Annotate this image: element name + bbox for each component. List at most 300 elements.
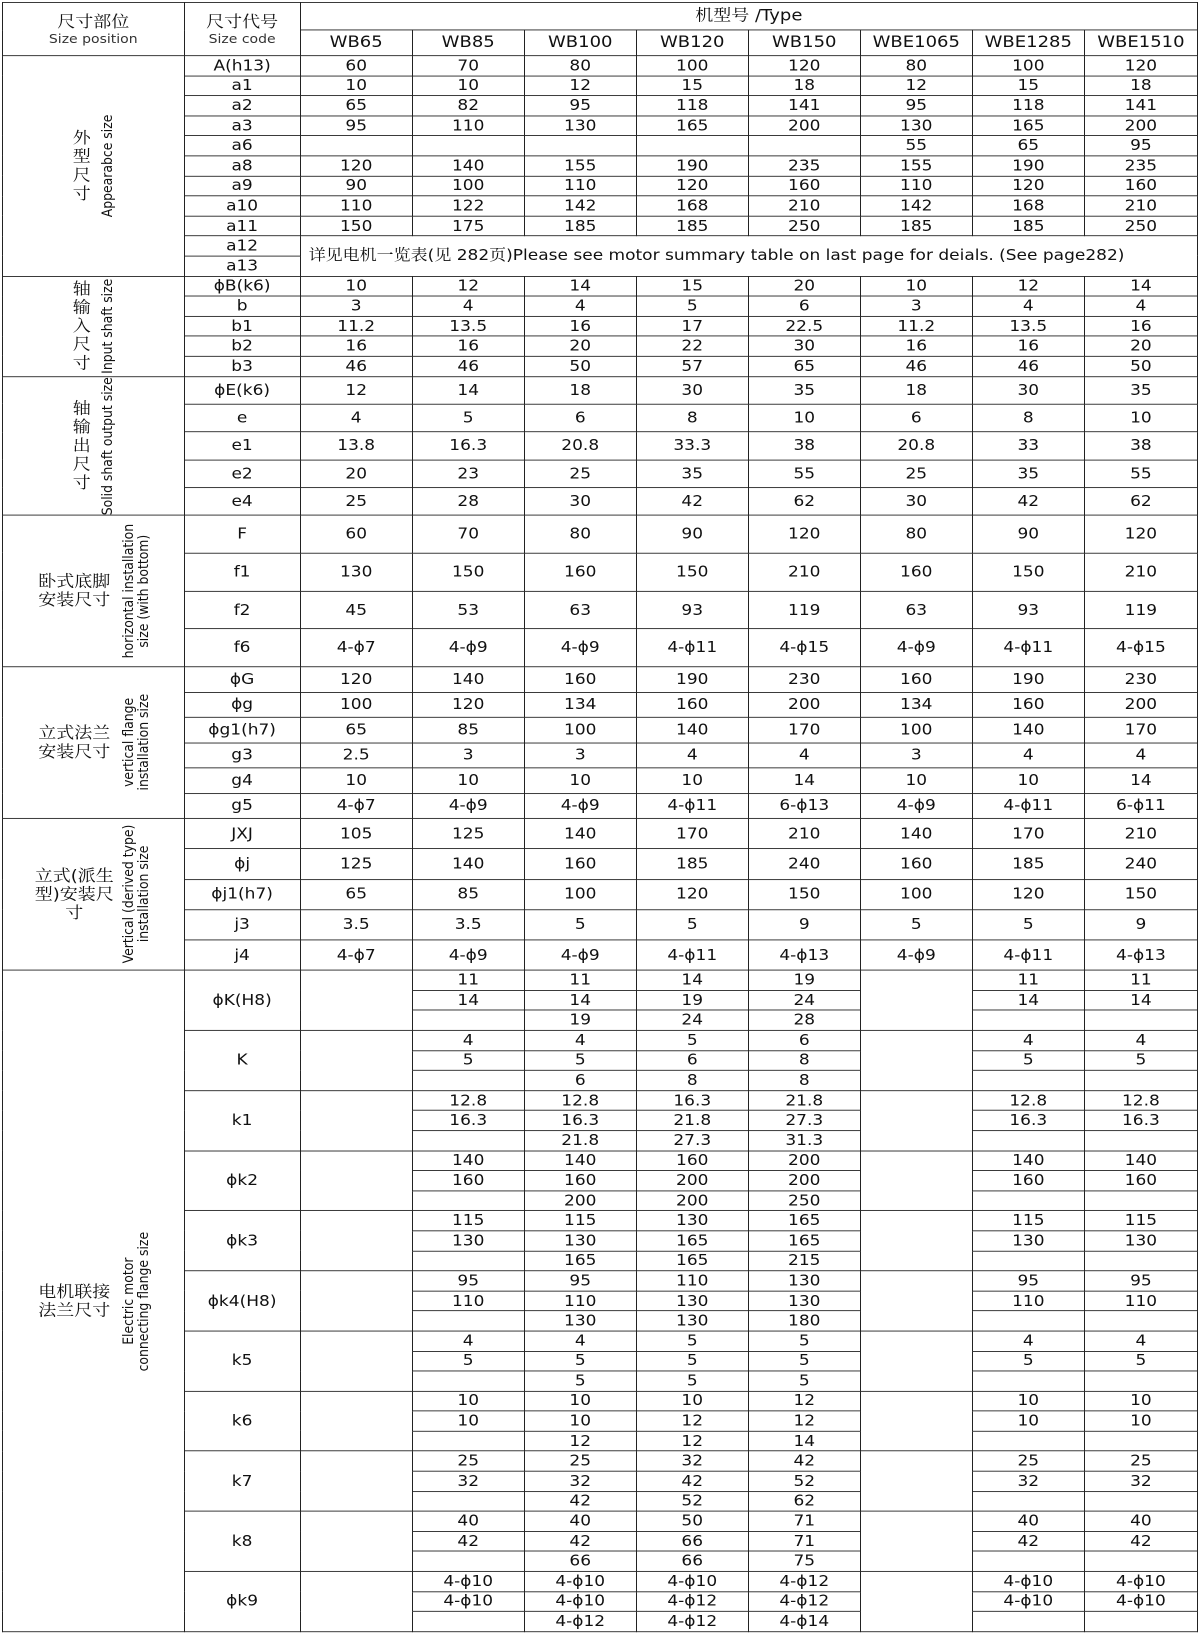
cell-wb85: 25 — [412, 1451, 524, 1471]
cell-wbe1065 — [860, 1211, 972, 1231]
cell-wb65: 4 — [300, 404, 412, 432]
cell-wbe1510 — [1084, 1612, 1197, 1632]
size-code-jxj: JXJ — [184, 819, 300, 849]
size-code-b: b — [184, 296, 300, 316]
cell-wbe1065 — [860, 1171, 972, 1191]
group-5-position-cell — [3, 667, 185, 819]
cell-wbe1510: 4 — [1084, 743, 1197, 768]
size-code-header — [184, 2, 300, 55]
cell-wbe1510: 210 — [1084, 553, 1197, 591]
cell-wb65 — [300, 1471, 412, 1491]
cell-wb85: 85 — [412, 879, 524, 909]
cell-wb100: 95 — [524, 96, 636, 116]
cell-wb150: 250 — [748, 216, 860, 236]
size-code-g3: g3 — [184, 743, 300, 768]
cell-wb65 — [300, 990, 412, 1010]
size-code-e2: e2 — [184, 460, 300, 488]
cell-wbe1510 — [1084, 1311, 1197, 1331]
cell-wb150: 4-ϕ12 — [748, 1571, 860, 1591]
cell-wb85: 120 — [412, 692, 524, 717]
cell-wbe1510: 250 — [1084, 216, 1197, 236]
cell-wb150: 5 — [748, 1371, 860, 1391]
cell-wb85: 10 — [412, 1391, 524, 1411]
cell-wb100: 140 — [524, 1151, 636, 1171]
cell-wb150: 130 — [748, 1271, 860, 1291]
cell-wb120: 4-ϕ10 — [636, 1571, 748, 1591]
cell-wbe1285: 30 — [972, 376, 1084, 404]
cell-wbe1285: 12 — [972, 276, 1084, 296]
cell-wbe1510: 4-ϕ10 — [1084, 1571, 1197, 1591]
cell-wb120: 30 — [636, 376, 748, 404]
cell-wb85: 4 — [412, 1331, 524, 1351]
size-code-en: Size code — [208, 31, 276, 46]
cell-wb120: 160 — [636, 1151, 748, 1171]
cell-wb65: 10 — [300, 276, 412, 296]
cell-wb65: 65 — [300, 717, 412, 742]
cell-wb65 — [300, 1491, 412, 1511]
cell-wbe1510: 240 — [1084, 849, 1197, 879]
cell-wb150: 6-ϕ13 — [748, 793, 860, 818]
cell-wb100: 20 — [524, 336, 636, 356]
cell-wbe1065: 160 — [860, 849, 972, 879]
cell-wb85 — [412, 1371, 524, 1391]
size-code-a10: a10 — [184, 196, 300, 216]
cell-wb85: 14 — [412, 376, 524, 404]
cell-wbe1065: 16 — [860, 336, 972, 356]
cell-wb120: 5 — [636, 910, 748, 940]
cell-wb100: 14 — [524, 990, 636, 1010]
cell-wb120: 15 — [636, 76, 748, 96]
cell-wb85: 130 — [412, 1231, 524, 1251]
cell-wb65 — [300, 1271, 412, 1291]
cell-wbe1065: 46 — [860, 356, 972, 376]
cell-wb85: 70 — [412, 56, 524, 76]
cell-wb85: 53 — [412, 591, 524, 629]
cell-wb65 — [300, 1171, 412, 1191]
cell-wb150: 4-ϕ12 — [748, 1591, 860, 1611]
cell-wbe1285: 90 — [972, 515, 1084, 553]
cell-wbe1510: 40 — [1084, 1511, 1197, 1531]
cell-wbe1285: 160 — [972, 1171, 1084, 1191]
cell-wb150: 200 — [748, 1151, 860, 1171]
cell-wbe1285: 35 — [972, 460, 1084, 488]
cell-wbe1510: 230 — [1084, 667, 1197, 692]
group-2-position-cell — [3, 276, 185, 376]
cell-wbe1285: 4-ϕ11 — [972, 629, 1084, 667]
cell-wbe1510: 12.8 — [1084, 1091, 1197, 1111]
cell-wbe1065 — [860, 1311, 972, 1331]
size-code-b3: b3 — [184, 356, 300, 376]
group-4-label-en: horizontal installation size (with bottom) — [120, 523, 152, 659]
cell-wb100: 5 — [524, 910, 636, 940]
cell-wbe1065 — [860, 1491, 972, 1511]
cell-wb65: 60 — [300, 56, 412, 76]
cell-wb85: 100 — [412, 176, 524, 196]
cell-wb120: 33.3 — [636, 432, 748, 460]
cell-wbe1065: 25 — [860, 460, 972, 488]
cell-wb100: 20.8 — [524, 432, 636, 460]
cell-wb85: 150 — [412, 553, 524, 591]
cell-wbe1510 — [1084, 1491, 1197, 1511]
cell-wb65 — [300, 1311, 412, 1331]
cell-wb120: 118 — [636, 96, 748, 116]
cell-wb85: 4-ϕ10 — [412, 1571, 524, 1591]
cell-wb120: 35 — [636, 460, 748, 488]
cell-wbe1065 — [860, 1010, 972, 1030]
cell-wbe1285: 115 — [972, 1211, 1084, 1231]
cell-wb85: 5 — [412, 404, 524, 432]
cell-wb120: 165 — [636, 1251, 748, 1271]
cell-wb100: 4-ϕ10 — [524, 1591, 636, 1611]
cell-wb120: 120 — [636, 879, 748, 909]
cell-wb100: 110 — [524, 176, 636, 196]
cell-wbe1285: 120 — [972, 176, 1084, 196]
cell-wb150: 65 — [748, 356, 860, 376]
group-5-label-zh: 立式法兰安装尺寸 — [38, 724, 111, 762]
cell-wbe1510: 14 — [1084, 990, 1197, 1010]
cell-wb120: 4-ϕ11 — [636, 629, 748, 667]
cell-wb100: 25 — [524, 1451, 636, 1471]
cell-wb65 — [300, 1571, 412, 1591]
cell-wbe1285 — [972, 1491, 1084, 1511]
cell-wb65 — [300, 1030, 412, 1050]
cell-wb120: 150 — [636, 553, 748, 591]
cell-wbe1065: 142 — [860, 196, 972, 216]
cell-wb85: 115 — [412, 1211, 524, 1231]
cell-wb85: 10 — [412, 76, 524, 96]
cell-wbe1285: 33 — [972, 432, 1084, 460]
cell-wb150: 4-ϕ13 — [748, 940, 860, 970]
cell-wb150: 210 — [748, 196, 860, 216]
cell-wbe1510: 4-ϕ15 — [1084, 629, 1197, 667]
cell-wbe1285: 4 — [972, 296, 1084, 316]
cell-wb100: 6 — [524, 1070, 636, 1090]
cell-wbe1285: 120 — [972, 879, 1084, 909]
cell-wbe1285: 4 — [972, 1030, 1084, 1050]
cell-wb150: 14 — [748, 768, 860, 793]
cell-wbe1285: 165 — [972, 116, 1084, 136]
cell-wbe1065: 6 — [860, 404, 972, 432]
cell-wb85: 12 — [412, 276, 524, 296]
cell-wb65: 12 — [300, 376, 412, 404]
cell-wb100: 21.8 — [524, 1131, 636, 1151]
cell-wbe1285: 110 — [972, 1291, 1084, 1311]
cell-wb100: 12.8 — [524, 1091, 636, 1111]
cell-wb100: 100 — [524, 717, 636, 742]
cell-wb100: 14 — [524, 276, 636, 296]
cell-wb150: 4-ϕ14 — [748, 1612, 860, 1632]
cell-wb150: 200 — [748, 116, 860, 136]
cell-wb100: 80 — [524, 56, 636, 76]
size-code-b1: b1 — [184, 316, 300, 336]
cell-wbe1510: 35 — [1084, 376, 1197, 404]
cell-wb150: 28 — [748, 1010, 860, 1030]
cell-wb120: 5 — [636, 1351, 748, 1371]
cell-wb65: 95 — [300, 116, 412, 136]
cell-wbe1285: 8 — [972, 404, 1084, 432]
cell-wb85: 4-ϕ9 — [412, 793, 524, 818]
cell-wbe1510: 42 — [1084, 1531, 1197, 1551]
cell-wbe1285: 5 — [972, 1050, 1084, 1070]
cell-wb65 — [300, 1612, 412, 1632]
table-row — [3, 819, 1198, 849]
cell-wb120: 32 — [636, 1451, 748, 1471]
cell-wbe1065 — [860, 1191, 972, 1211]
cell-wbe1285: 95 — [972, 1271, 1084, 1291]
cell-wb85: 4-ϕ10 — [412, 1591, 524, 1611]
cell-wb65: 120 — [300, 156, 412, 176]
size-code-k4-h8: ϕk4(H8) — [184, 1271, 300, 1331]
size-code-k1: k1 — [184, 1091, 300, 1151]
cell-wb120: 130 — [636, 1211, 748, 1231]
cell-wbe1065 — [860, 1612, 972, 1632]
cell-wbe1065 — [860, 1351, 972, 1371]
cell-wb120: 4-ϕ12 — [636, 1612, 748, 1632]
cell-wb120: 42 — [636, 1471, 748, 1491]
cell-wb150: 119 — [748, 591, 860, 629]
cell-wb120: 160 — [636, 692, 748, 717]
cell-wb85: 4-ϕ9 — [412, 940, 524, 970]
cell-wbe1065: 110 — [860, 176, 972, 196]
size-code-a12: a12 — [184, 236, 300, 256]
cell-wb150: 235 — [748, 156, 860, 176]
cell-wbe1065: 80 — [860, 56, 972, 76]
cell-wb100: 95 — [524, 1271, 636, 1291]
cell-wbe1510: 210 — [1084, 819, 1197, 849]
cell-wb65 — [300, 1231, 412, 1251]
cell-wbe1285: 42 — [972, 487, 1084, 515]
cell-wb120: 190 — [636, 667, 748, 692]
cell-wbe1285: 5 — [972, 910, 1084, 940]
size-code-a3: a3 — [184, 116, 300, 136]
cell-wb120: 90 — [636, 515, 748, 553]
cell-wbe1285 — [972, 1070, 1084, 1090]
cell-wb100: 110 — [524, 1291, 636, 1311]
cell-wbe1065 — [860, 1151, 972, 1171]
cell-wb65 — [300, 1091, 412, 1111]
cell-wb150: 210 — [748, 553, 860, 591]
cell-wb120: 19 — [636, 990, 748, 1010]
cell-wb100: 66 — [524, 1551, 636, 1571]
cell-wb120: 10 — [636, 768, 748, 793]
cell-wb120: 8 — [636, 404, 748, 432]
cell-wbe1510: 55 — [1084, 460, 1197, 488]
cell-wbe1510 — [1084, 1191, 1197, 1211]
cell-wb150: 52 — [748, 1471, 860, 1491]
cell-wb150: 215 — [748, 1251, 860, 1271]
group-6-label-en: Vertical (derived type) installation size — [120, 825, 152, 964]
cell-wb100: 4 — [524, 296, 636, 316]
cell-wb65: 60 — [300, 515, 412, 553]
cell-wb100: 5 — [524, 1351, 636, 1371]
cell-wbe1510 — [1084, 1070, 1197, 1090]
cell-wb100: 42 — [524, 1531, 636, 1551]
cell-wbe1510: 9 — [1084, 910, 1197, 940]
cell-wb120: 5 — [636, 296, 748, 316]
cell-wbe1510: 115 — [1084, 1211, 1197, 1231]
group-1-label-zh: 外型尺寸 — [72, 128, 91, 204]
cell-wb65 — [300, 1591, 412, 1611]
cell-wbe1510: 95 — [1084, 136, 1197, 156]
cell-wbe1510 — [1084, 1371, 1197, 1391]
cell-wbe1510: 14 — [1084, 768, 1197, 793]
cell-wb150: 19 — [748, 970, 860, 990]
cell-wbe1510 — [1084, 1010, 1197, 1030]
cell-wb65: 90 — [300, 176, 412, 196]
cell-wbe1065 — [860, 1391, 972, 1411]
cell-wb65: 3.5 — [300, 910, 412, 940]
cell-wb120: 4-ϕ11 — [636, 793, 748, 818]
cell-wb65 — [300, 1251, 412, 1271]
cell-wb120: 93 — [636, 591, 748, 629]
cell-wb85 — [412, 1491, 524, 1511]
cell-wbe1510: 32 — [1084, 1471, 1197, 1491]
cell-wbe1285: 12.8 — [972, 1091, 1084, 1111]
cell-wb150: 4 — [748, 743, 860, 768]
cell-wb150: 30 — [748, 336, 860, 356]
cell-wb65 — [300, 1191, 412, 1211]
cell-wbe1285: 190 — [972, 667, 1084, 692]
cell-wb100: 25 — [524, 460, 636, 488]
cell-wb65 — [300, 136, 412, 156]
cell-wb100: 160 — [524, 553, 636, 591]
size-position-header — [3, 2, 185, 55]
cell-wbe1065: 134 — [860, 692, 972, 717]
cell-wb100: 4 — [524, 1331, 636, 1351]
cell-wb65 — [300, 1531, 412, 1551]
cell-wbe1065 — [860, 1531, 972, 1551]
model-header-wbe1510: WBE1510 — [1084, 30, 1197, 56]
cell-wb100 — [524, 136, 636, 156]
cell-wb120: 50 — [636, 1511, 748, 1531]
cell-wbe1510: 25 — [1084, 1451, 1197, 1471]
cell-wb120: 165 — [636, 1231, 748, 1251]
cell-wbe1285: 140 — [972, 1151, 1084, 1171]
cell-wbe1065: 30 — [860, 487, 972, 515]
cell-wbe1065: 95 — [860, 96, 972, 116]
cell-wb100: 134 — [524, 692, 636, 717]
cell-wbe1285: 4 — [972, 743, 1084, 768]
cell-wb100: 30 — [524, 487, 636, 515]
cell-wbe1510: 4-ϕ13 — [1084, 940, 1197, 970]
cell-wb150: 120 — [748, 56, 860, 76]
cell-wbe1065 — [860, 1451, 972, 1471]
cell-wb65: 100 — [300, 692, 412, 717]
cell-wb120: 14 — [636, 970, 748, 990]
cell-wb100: 155 — [524, 156, 636, 176]
model-header-wbe1065: WBE1065 — [860, 30, 972, 56]
cell-wb65: 65 — [300, 96, 412, 116]
cell-wb120: 5 — [636, 1371, 748, 1391]
cell-wb150: 14 — [748, 1431, 860, 1451]
cell-wbe1065 — [860, 1030, 972, 1050]
cell-wb150: 75 — [748, 1551, 860, 1571]
cell-wbe1510: 4 — [1084, 1030, 1197, 1050]
cell-wb100: 32 — [524, 1471, 636, 1491]
cell-wb100: 142 — [524, 196, 636, 216]
cell-wb120: 5 — [636, 1030, 748, 1050]
cell-wbe1285: 65 — [972, 136, 1084, 156]
size-code-k6: k6 — [184, 1391, 300, 1451]
cell-wbe1510: 235 — [1084, 156, 1197, 176]
cell-wb100: 4-ϕ12 — [524, 1612, 636, 1632]
cell-wb100: 63 — [524, 591, 636, 629]
cell-wb150: 62 — [748, 1491, 860, 1511]
size-code-f6: f6 — [184, 629, 300, 667]
cell-wbe1065 — [860, 1591, 972, 1611]
cell-wb150 — [748, 136, 860, 156]
cell-wb85 — [412, 1612, 524, 1632]
cell-wb85: 95 — [412, 1271, 524, 1291]
cell-wb100: 140 — [524, 819, 636, 849]
cell-wb65: 4-ϕ7 — [300, 940, 412, 970]
cell-wb65 — [300, 1291, 412, 1311]
group-4-position-cell — [3, 515, 185, 667]
cell-wb100: 12 — [524, 76, 636, 96]
cell-wbe1285: 168 — [972, 196, 1084, 216]
cell-wbe1510: 62 — [1084, 487, 1197, 515]
cell-wb150: 165 — [748, 1211, 860, 1231]
cell-wb65 — [300, 1331, 412, 1351]
cell-wbe1510: 120 — [1084, 515, 1197, 553]
cell-wbe1065: 4-ϕ9 — [860, 629, 972, 667]
model-header-wb150: WB150 — [748, 30, 860, 56]
cell-wbe1510: 6-ϕ11 — [1084, 793, 1197, 818]
cell-wbe1285: 16.3 — [972, 1111, 1084, 1131]
cell-wbe1065 — [860, 1511, 972, 1531]
cell-wb120: 170 — [636, 819, 748, 849]
size-code-k9: ϕk9 — [184, 1571, 300, 1631]
cell-wbe1510: 4 — [1084, 296, 1197, 316]
cell-wbe1510: 95 — [1084, 1271, 1197, 1291]
size-code-a-h13: A(h13) — [184, 56, 300, 76]
size-spec-table — [2, 2, 1198, 1632]
size-code-g5: g5 — [184, 793, 300, 818]
cell-wbe1285: 10 — [972, 1411, 1084, 1431]
size-code-e: e — [184, 404, 300, 432]
table-row — [3, 276, 1198, 296]
cell-wb150: 120 — [748, 515, 860, 553]
size-position-zh: 尺寸部位 — [57, 12, 130, 31]
cell-wb65 — [300, 1391, 412, 1411]
cell-wb120: 100 — [636, 56, 748, 76]
cell-wbe1285 — [972, 1010, 1084, 1030]
cell-wbe1510: 210 — [1084, 196, 1197, 216]
cell-wb150: 8 — [748, 1050, 860, 1070]
cell-wb150: 12 — [748, 1391, 860, 1411]
cell-wb120: 27.3 — [636, 1131, 748, 1151]
motor-flange-position-cell — [3, 970, 185, 1631]
cell-wb85 — [412, 1070, 524, 1090]
cell-wb100: 10 — [524, 1391, 636, 1411]
size-code-k: K — [184, 1030, 300, 1090]
cell-wb65 — [300, 1070, 412, 1090]
cell-wb100: 10 — [524, 1411, 636, 1431]
cell-wb85: 110 — [412, 116, 524, 136]
cell-wb65: 110 — [300, 196, 412, 216]
size-code-b-k6: ϕB(k6) — [184, 276, 300, 296]
cell-wb85: 140 — [412, 156, 524, 176]
table-row — [3, 376, 1198, 404]
cell-wbe1065 — [860, 1371, 972, 1391]
cell-wb85: 32 — [412, 1471, 524, 1491]
cell-wb120: 17 — [636, 316, 748, 336]
cell-wbe1285: 150 — [972, 553, 1084, 591]
cell-wbe1285: 11 — [972, 970, 1084, 990]
cell-wb150: 240 — [748, 849, 860, 879]
group-3-position-cell — [3, 376, 185, 515]
cell-wb100: 11 — [524, 970, 636, 990]
